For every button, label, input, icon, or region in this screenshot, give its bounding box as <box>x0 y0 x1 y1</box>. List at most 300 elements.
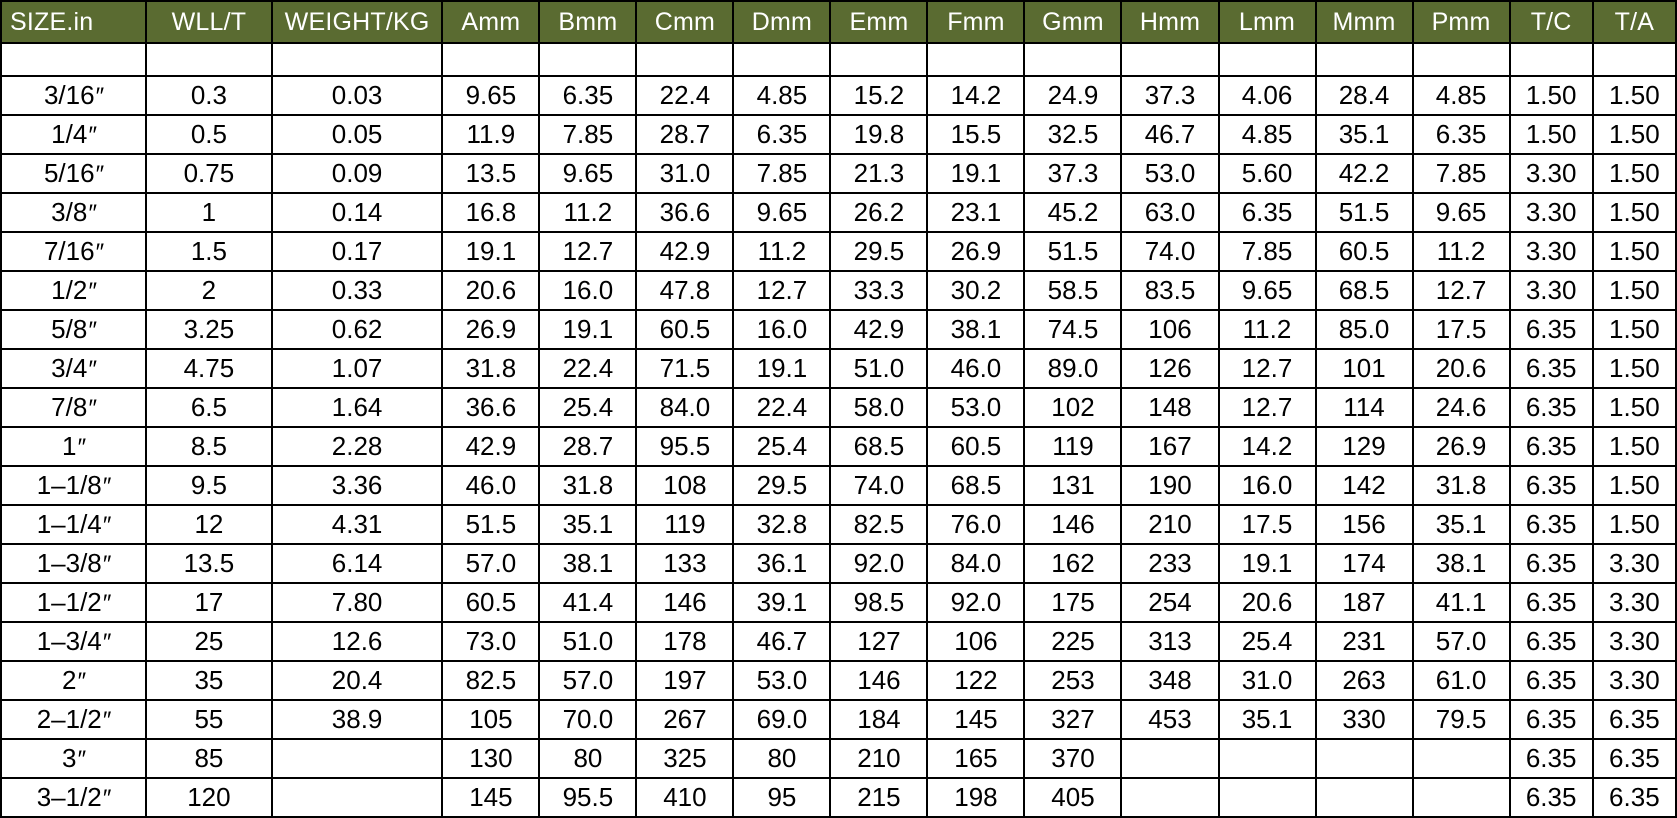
data-cell: 19.1 <box>539 310 636 349</box>
table-row <box>1 544 1676 583</box>
data-cell: 19.1 <box>733 349 830 388</box>
data-cell: 3.36 <box>272 466 443 505</box>
data-cell: 74.0 <box>1121 232 1218 271</box>
data-cell: 6.35 <box>1510 544 1593 583</box>
data-cell: 3.30 <box>1510 154 1593 193</box>
data-cell: 254 <box>1121 583 1218 622</box>
data-cell: 145 <box>927 700 1024 739</box>
spacer-cell <box>146 43 272 76</box>
data-cell: 25.4 <box>733 427 830 466</box>
data-cell: 41.1 <box>1413 583 1510 622</box>
spacer-cell <box>1316 43 1413 76</box>
data-cell: 20.6 <box>1219 583 1316 622</box>
column-header-9: Gmm <box>1024 1 1121 43</box>
data-cell: 21.3 <box>830 154 927 193</box>
data-cell: 19.1 <box>927 154 1024 193</box>
size-cell: 3/16″ <box>1 76 146 115</box>
data-cell: 11.2 <box>733 232 830 271</box>
data-cell: 225 <box>1024 622 1121 661</box>
table-row <box>1 700 1676 739</box>
data-cell: 38.1 <box>539 544 636 583</box>
data-cell: 1.50 <box>1593 310 1676 349</box>
data-cell: 12 <box>146 505 272 544</box>
data-cell: 3.30 <box>1593 544 1676 583</box>
data-cell: 174 <box>1316 544 1413 583</box>
data-cell: 6.14 <box>272 544 443 583</box>
size-cell: 1–1/2″ <box>1 583 146 622</box>
data-cell: 53.0 <box>1121 154 1218 193</box>
data-cell: 16.8 <box>442 193 539 232</box>
data-cell: 16.0 <box>539 271 636 310</box>
data-cell: 3.30 <box>1510 232 1593 271</box>
data-cell: 57.0 <box>539 661 636 700</box>
data-cell: 46.0 <box>927 349 1024 388</box>
data-cell: 12.6 <box>272 622 443 661</box>
size-cell: 2–1/2″ <box>1 700 146 739</box>
data-cell: 82.5 <box>830 505 927 544</box>
data-cell: 33.3 <box>830 271 927 310</box>
header-row <box>1 1 1676 43</box>
data-cell: 6.5 <box>146 388 272 427</box>
size-cell: 7/16″ <box>1 232 146 271</box>
data-cell <box>1219 778 1316 817</box>
column-header-13: Pmm <box>1413 1 1510 43</box>
data-cell: 1 <box>146 193 272 232</box>
data-cell: 84.0 <box>636 388 733 427</box>
data-cell: 6.35 <box>1510 505 1593 544</box>
table-row <box>1 271 1676 310</box>
data-cell: 58.0 <box>830 388 927 427</box>
data-cell: 197 <box>636 661 733 700</box>
size-cell: 5/16″ <box>1 154 146 193</box>
data-cell: 57.0 <box>1413 622 1510 661</box>
data-cell: 30.2 <box>927 271 1024 310</box>
data-cell: 36.6 <box>636 193 733 232</box>
data-cell: 233 <box>1121 544 1218 583</box>
data-cell: 61.0 <box>1413 661 1510 700</box>
data-cell: 53.0 <box>733 661 830 700</box>
data-cell: 31.0 <box>1219 661 1316 700</box>
size-cell: 1–3/4″ <box>1 622 146 661</box>
data-cell: 348 <box>1121 661 1218 700</box>
data-cell: 215 <box>830 778 927 817</box>
data-cell: 14.2 <box>1219 427 1316 466</box>
data-cell: 131 <box>1024 466 1121 505</box>
data-cell: 0.03 <box>272 76 443 115</box>
data-cell: 26.2 <box>830 193 927 232</box>
data-cell: 11.2 <box>1413 232 1510 271</box>
data-cell: 2 <box>146 271 272 310</box>
data-cell: 28.7 <box>539 427 636 466</box>
data-cell: 57.0 <box>442 544 539 583</box>
data-cell: 32.8 <box>733 505 830 544</box>
data-cell: 38.1 <box>927 310 1024 349</box>
data-cell: 45.2 <box>1024 193 1121 232</box>
size-cell: 1–1/4″ <box>1 505 146 544</box>
data-cell: 22.4 <box>636 76 733 115</box>
data-cell: 47.8 <box>636 271 733 310</box>
data-cell: 133 <box>636 544 733 583</box>
data-cell: 1.50 <box>1593 349 1676 388</box>
data-cell: 25 <box>146 622 272 661</box>
data-cell: 6.35 <box>1593 700 1676 739</box>
data-cell: 29.5 <box>733 466 830 505</box>
data-cell: 35.1 <box>1219 700 1316 739</box>
data-cell: 95.5 <box>539 778 636 817</box>
data-cell: 58.5 <box>1024 271 1121 310</box>
spacer-cell <box>442 43 539 76</box>
data-cell: 68.5 <box>830 427 927 466</box>
data-cell: 23.1 <box>927 193 1024 232</box>
spacer-cell <box>1121 43 1218 76</box>
data-cell <box>1413 739 1510 778</box>
data-cell: 146 <box>1024 505 1121 544</box>
data-cell: 26.9 <box>442 310 539 349</box>
data-cell: 12.7 <box>733 271 830 310</box>
data-cell: 8.5 <box>146 427 272 466</box>
data-cell: 184 <box>830 700 927 739</box>
data-cell: 142 <box>1316 466 1413 505</box>
data-cell: 26.9 <box>927 232 1024 271</box>
data-cell: 60.5 <box>442 583 539 622</box>
data-cell: 79.5 <box>1413 700 1510 739</box>
data-cell: 7.85 <box>539 115 636 154</box>
data-cell: 6.35 <box>1413 115 1510 154</box>
column-header-8: Fmm <box>927 1 1024 43</box>
data-cell: 0.33 <box>272 271 443 310</box>
column-header-3: Amm <box>442 1 539 43</box>
data-cell: 0.05 <box>272 115 443 154</box>
data-cell: 126 <box>1121 349 1218 388</box>
data-cell: 1.64 <box>272 388 443 427</box>
data-cell: 167 <box>1121 427 1218 466</box>
data-cell: 6.35 <box>1510 466 1593 505</box>
column-header-10: Hmm <box>1121 1 1218 43</box>
data-cell: 453 <box>1121 700 1218 739</box>
data-cell: 36.1 <box>733 544 830 583</box>
data-cell: 3.25 <box>146 310 272 349</box>
data-cell: 51.0 <box>539 622 636 661</box>
size-cell: 1/2″ <box>1 271 146 310</box>
data-cell: 25.4 <box>539 388 636 427</box>
data-cell: 16.0 <box>733 310 830 349</box>
data-cell: 330 <box>1316 700 1413 739</box>
data-cell: 17.5 <box>1413 310 1510 349</box>
data-cell <box>1316 778 1413 817</box>
data-cell: 4.75 <box>146 349 272 388</box>
table-row <box>1 310 1676 349</box>
data-cell: 60.5 <box>636 310 733 349</box>
data-cell: 22.4 <box>733 388 830 427</box>
data-cell: 3.30 <box>1593 583 1676 622</box>
data-cell: 46.7 <box>1121 115 1218 154</box>
table-row <box>1 154 1676 193</box>
data-cell: 106 <box>927 622 1024 661</box>
data-cell: 51.5 <box>442 505 539 544</box>
data-cell: 370 <box>1024 739 1121 778</box>
data-cell: 31.0 <box>636 154 733 193</box>
data-cell: 108 <box>636 466 733 505</box>
data-cell: 6.35 <box>1510 700 1593 739</box>
data-cell: 1.50 <box>1593 271 1676 310</box>
data-cell: 267 <box>636 700 733 739</box>
table-row <box>1 76 1676 115</box>
data-cell: 146 <box>636 583 733 622</box>
data-cell: 32.5 <box>1024 115 1121 154</box>
table-row <box>1 466 1676 505</box>
data-cell: 36.6 <box>442 388 539 427</box>
data-cell: 51.5 <box>1024 232 1121 271</box>
data-cell: 9.65 <box>1219 271 1316 310</box>
size-cell: 1–3/8″ <box>1 544 146 583</box>
data-cell: 6.35 <box>1510 739 1593 778</box>
data-cell: 9.5 <box>146 466 272 505</box>
data-cell: 63.0 <box>1121 193 1218 232</box>
data-cell: 20.4 <box>272 661 443 700</box>
data-cell: 42.9 <box>830 310 927 349</box>
spacer-cell <box>1219 43 1316 76</box>
table-row <box>1 661 1676 700</box>
data-cell: 76.0 <box>927 505 1024 544</box>
data-cell: 12.7 <box>1219 349 1316 388</box>
data-cell: 7.85 <box>1413 154 1510 193</box>
table-row <box>1 115 1676 154</box>
column-header-14: T/C <box>1510 1 1593 43</box>
size-cell: 7/8″ <box>1 388 146 427</box>
data-cell: 4.85 <box>1219 115 1316 154</box>
spacer-cell <box>733 43 830 76</box>
data-cell: 17.5 <box>1219 505 1316 544</box>
data-cell: 1.50 <box>1593 388 1676 427</box>
data-cell: 15.2 <box>830 76 927 115</box>
table-row <box>1 388 1676 427</box>
data-cell: 6.35 <box>1510 427 1593 466</box>
data-cell: 42.9 <box>636 232 733 271</box>
data-cell: 325 <box>636 739 733 778</box>
data-cell: 85.0 <box>1316 310 1413 349</box>
data-cell: 37.3 <box>1121 76 1218 115</box>
data-cell: 95.5 <box>636 427 733 466</box>
data-cell: 53.0 <box>927 388 1024 427</box>
data-cell: 210 <box>1121 505 1218 544</box>
data-cell: 16.0 <box>1219 466 1316 505</box>
data-cell: 31.8 <box>442 349 539 388</box>
data-cell: 6.35 <box>1510 349 1593 388</box>
data-cell: 198 <box>927 778 1024 817</box>
table-row <box>1 739 1676 778</box>
column-header-1: WLL/T <box>146 1 272 43</box>
data-cell: 1.50 <box>1593 154 1676 193</box>
column-header-12: Mmm <box>1316 1 1413 43</box>
data-cell: 1.50 <box>1510 115 1593 154</box>
data-cell: 9.65 <box>733 193 830 232</box>
table-row <box>1 505 1676 544</box>
spacer-cell <box>1510 43 1593 76</box>
data-cell: 69.0 <box>733 700 830 739</box>
size-cell: 3/8″ <box>1 193 146 232</box>
data-cell: 0.3 <box>146 76 272 115</box>
data-cell: 73.0 <box>442 622 539 661</box>
spacer-cell <box>1593 43 1676 76</box>
data-cell: 74.0 <box>830 466 927 505</box>
data-cell: 12.7 <box>1413 271 1510 310</box>
size-cell: 3″ <box>1 739 146 778</box>
data-cell: 31.8 <box>1413 466 1510 505</box>
data-cell: 80 <box>733 739 830 778</box>
data-cell: 98.5 <box>830 583 927 622</box>
data-cell: 71.5 <box>636 349 733 388</box>
data-cell: 6.35 <box>1510 661 1593 700</box>
spacer-cell <box>1024 43 1121 76</box>
data-cell: 6.35 <box>539 76 636 115</box>
data-cell: 92.0 <box>927 583 1024 622</box>
data-cell: 253 <box>1024 661 1121 700</box>
data-cell: 41.4 <box>539 583 636 622</box>
spacer-cell <box>1 43 146 76</box>
data-cell: 7.85 <box>1219 232 1316 271</box>
data-cell: 119 <box>636 505 733 544</box>
data-cell: 26.9 <box>1413 427 1510 466</box>
data-cell: 29.5 <box>830 232 927 271</box>
data-cell: 313 <box>1121 622 1218 661</box>
size-cell: 1–1/8″ <box>1 466 146 505</box>
data-cell: 129 <box>1316 427 1413 466</box>
data-cell: 37.3 <box>1024 154 1121 193</box>
data-cell: 95 <box>733 778 830 817</box>
data-cell: 1.50 <box>1593 466 1676 505</box>
data-cell: 42.9 <box>442 427 539 466</box>
data-cell <box>1413 778 1510 817</box>
data-cell: 19.1 <box>442 232 539 271</box>
data-cell <box>272 739 443 778</box>
data-cell: 1.50 <box>1510 76 1593 115</box>
data-cell: 165 <box>927 739 1024 778</box>
table-header <box>1 1 1676 43</box>
data-cell: 187 <box>1316 583 1413 622</box>
data-cell: 1.50 <box>1593 115 1676 154</box>
data-cell: 22.4 <box>539 349 636 388</box>
data-cell <box>1121 739 1218 778</box>
data-cell: 38.9 <box>272 700 443 739</box>
data-cell: 3.30 <box>1510 271 1593 310</box>
spacer-cell <box>272 43 443 76</box>
data-cell: 25.4 <box>1219 622 1316 661</box>
data-cell: 178 <box>636 622 733 661</box>
data-cell: 35 <box>146 661 272 700</box>
data-cell: 19.1 <box>1219 544 1316 583</box>
data-cell: 0.62 <box>272 310 443 349</box>
spacer-cell <box>636 43 733 76</box>
data-cell: 1.07 <box>272 349 443 388</box>
table-row <box>1 778 1676 817</box>
size-cell: 5/8″ <box>1 310 146 349</box>
table-row <box>1 193 1676 232</box>
data-cell: 92.0 <box>830 544 927 583</box>
data-cell: 6.35 <box>1510 622 1593 661</box>
data-cell: 410 <box>636 778 733 817</box>
data-cell: 0.5 <box>146 115 272 154</box>
data-cell: 28.7 <box>636 115 733 154</box>
data-cell: 122 <box>927 661 1024 700</box>
data-cell: 11.2 <box>1219 310 1316 349</box>
data-cell: 145 <box>442 778 539 817</box>
size-cell: 2″ <box>1 661 146 700</box>
data-cell <box>272 778 443 817</box>
data-cell: 11.9 <box>442 115 539 154</box>
data-cell: 7.85 <box>733 154 830 193</box>
data-cell: 20.6 <box>1413 349 1510 388</box>
data-cell: 35.1 <box>1413 505 1510 544</box>
data-cell: 6.35 <box>1593 739 1676 778</box>
data-cell: 1.5 <box>146 232 272 271</box>
data-cell: 1.50 <box>1593 505 1676 544</box>
data-cell: 1.50 <box>1593 76 1676 115</box>
data-cell: 38.1 <box>1413 544 1510 583</box>
data-cell: 83.5 <box>1121 271 1218 310</box>
data-cell: 1.50 <box>1593 232 1676 271</box>
data-cell: 31.8 <box>539 466 636 505</box>
spacer-cell <box>830 43 927 76</box>
data-cell: 11.2 <box>539 193 636 232</box>
size-cell: 3–1/2″ <box>1 778 146 817</box>
data-cell: 24.6 <box>1413 388 1510 427</box>
data-cell: 1.50 <box>1593 193 1676 232</box>
column-header-15: T/A <box>1593 1 1676 43</box>
data-cell: 35.1 <box>1316 115 1413 154</box>
data-cell: 263 <box>1316 661 1413 700</box>
data-cell: 4.85 <box>733 76 830 115</box>
spacer-row <box>1 43 1676 76</box>
data-cell: 51.0 <box>830 349 927 388</box>
data-cell: 4.31 <box>272 505 443 544</box>
data-cell: 70.0 <box>539 700 636 739</box>
table-row <box>1 583 1676 622</box>
size-cell: 3/4″ <box>1 349 146 388</box>
data-cell: 12.7 <box>539 232 636 271</box>
data-cell: 4.85 <box>1413 76 1510 115</box>
column-header-4: Bmm <box>539 1 636 43</box>
data-cell: 12.7 <box>1219 388 1316 427</box>
data-cell: 127 <box>830 622 927 661</box>
data-cell: 85 <box>146 739 272 778</box>
data-cell: 4.06 <box>1219 76 1316 115</box>
data-cell: 17 <box>146 583 272 622</box>
data-cell: 6.35 <box>1510 778 1593 817</box>
data-cell: 9.65 <box>442 76 539 115</box>
data-cell: 39.1 <box>733 583 830 622</box>
data-cell <box>1121 778 1218 817</box>
data-cell: 120 <box>146 778 272 817</box>
data-cell: 405 <box>1024 778 1121 817</box>
data-cell <box>1316 739 1413 778</box>
data-cell: 24.9 <box>1024 76 1121 115</box>
data-cell: 6.35 <box>1593 778 1676 817</box>
data-cell: 101 <box>1316 349 1413 388</box>
data-cell: 0.09 <box>272 154 443 193</box>
data-cell: 2.28 <box>272 427 443 466</box>
data-cell: 82.5 <box>442 661 539 700</box>
data-cell: 1.50 <box>1593 427 1676 466</box>
data-cell: 6.35 <box>733 115 830 154</box>
data-cell: 9.65 <box>539 154 636 193</box>
data-cell: 9.65 <box>1413 193 1510 232</box>
data-cell: 162 <box>1024 544 1121 583</box>
data-cell: 102 <box>1024 388 1121 427</box>
data-cell: 231 <box>1316 622 1413 661</box>
data-cell: 6.35 <box>1219 193 1316 232</box>
size-cell: 1″ <box>1 427 146 466</box>
data-cell: 5.60 <box>1219 154 1316 193</box>
